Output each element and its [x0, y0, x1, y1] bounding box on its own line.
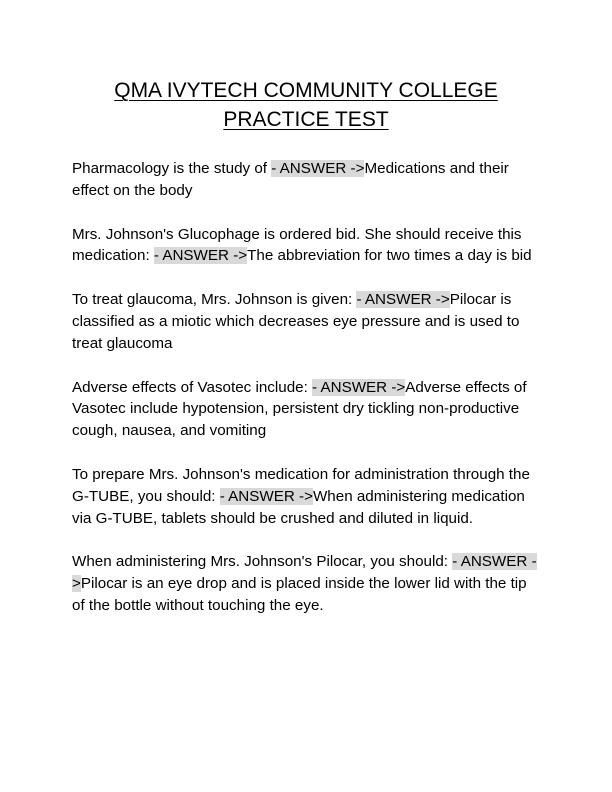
answer-marker: - ANSWER -> [356, 291, 450, 309]
answer-marker: - ANSWER -> [72, 553, 537, 593]
qa-item-2 [72, 224, 540, 268]
question-text: When administering Mrs. Johnson's Pilocar, you should: [72, 553, 453, 571]
question-text: Mrs. Johnson's Glucophage is ordered bid. She should receive this medication: [72, 225, 522, 265]
answer-text: Pilocar is classified as a miotic which decreases eye pressure and is used to treat glaucoma [72, 291, 520, 352]
answer-marker: - ANSWER -> [153, 247, 248, 265]
answer-marker: - ANSWER -> [219, 487, 313, 505]
question-text: To treat glaucoma, Mrs. Johnson is given: [72, 291, 357, 309]
question-text: To prepare Mrs. Johnson's medication for administration through the G-TUBE, you should: [72, 465, 530, 505]
answer-text: Adverse effects of Vasotec include hypotension, persistent dry tickling non-productive cough, nausea, and vomiting [72, 378, 527, 440]
answer-marker: - ANSWER -> [312, 378, 406, 396]
qa-item-5 [72, 464, 540, 529]
qa-item-4 [72, 377, 540, 442]
answer-text: When administering medication via G-TUBE, tablets should be crushed and diluted in liquid. [72, 487, 525, 527]
qa-item-1 [72, 158, 540, 202]
qa-item-3 [72, 289, 540, 354]
answer-text: Medications and their effect on the body [72, 160, 509, 199]
qa-item-6 [72, 551, 540, 616]
answer-text: Pilocar is an eye drop and is placed inside the lower lid with the tip of the bottle without touching the eye. [72, 575, 527, 614]
document-title: QMA IVYTECH COMMUNITY COLLEGE PRACTICE TEST [114, 79, 498, 131]
answer-text: The abbreviation for two times a day is bid [247, 247, 532, 265]
question-text: Adverse effects of Vasotec include: [72, 378, 313, 396]
answer-marker: - ANSWER -> [271, 160, 365, 177]
question-text: Pharmacology is the study of [72, 160, 272, 177]
